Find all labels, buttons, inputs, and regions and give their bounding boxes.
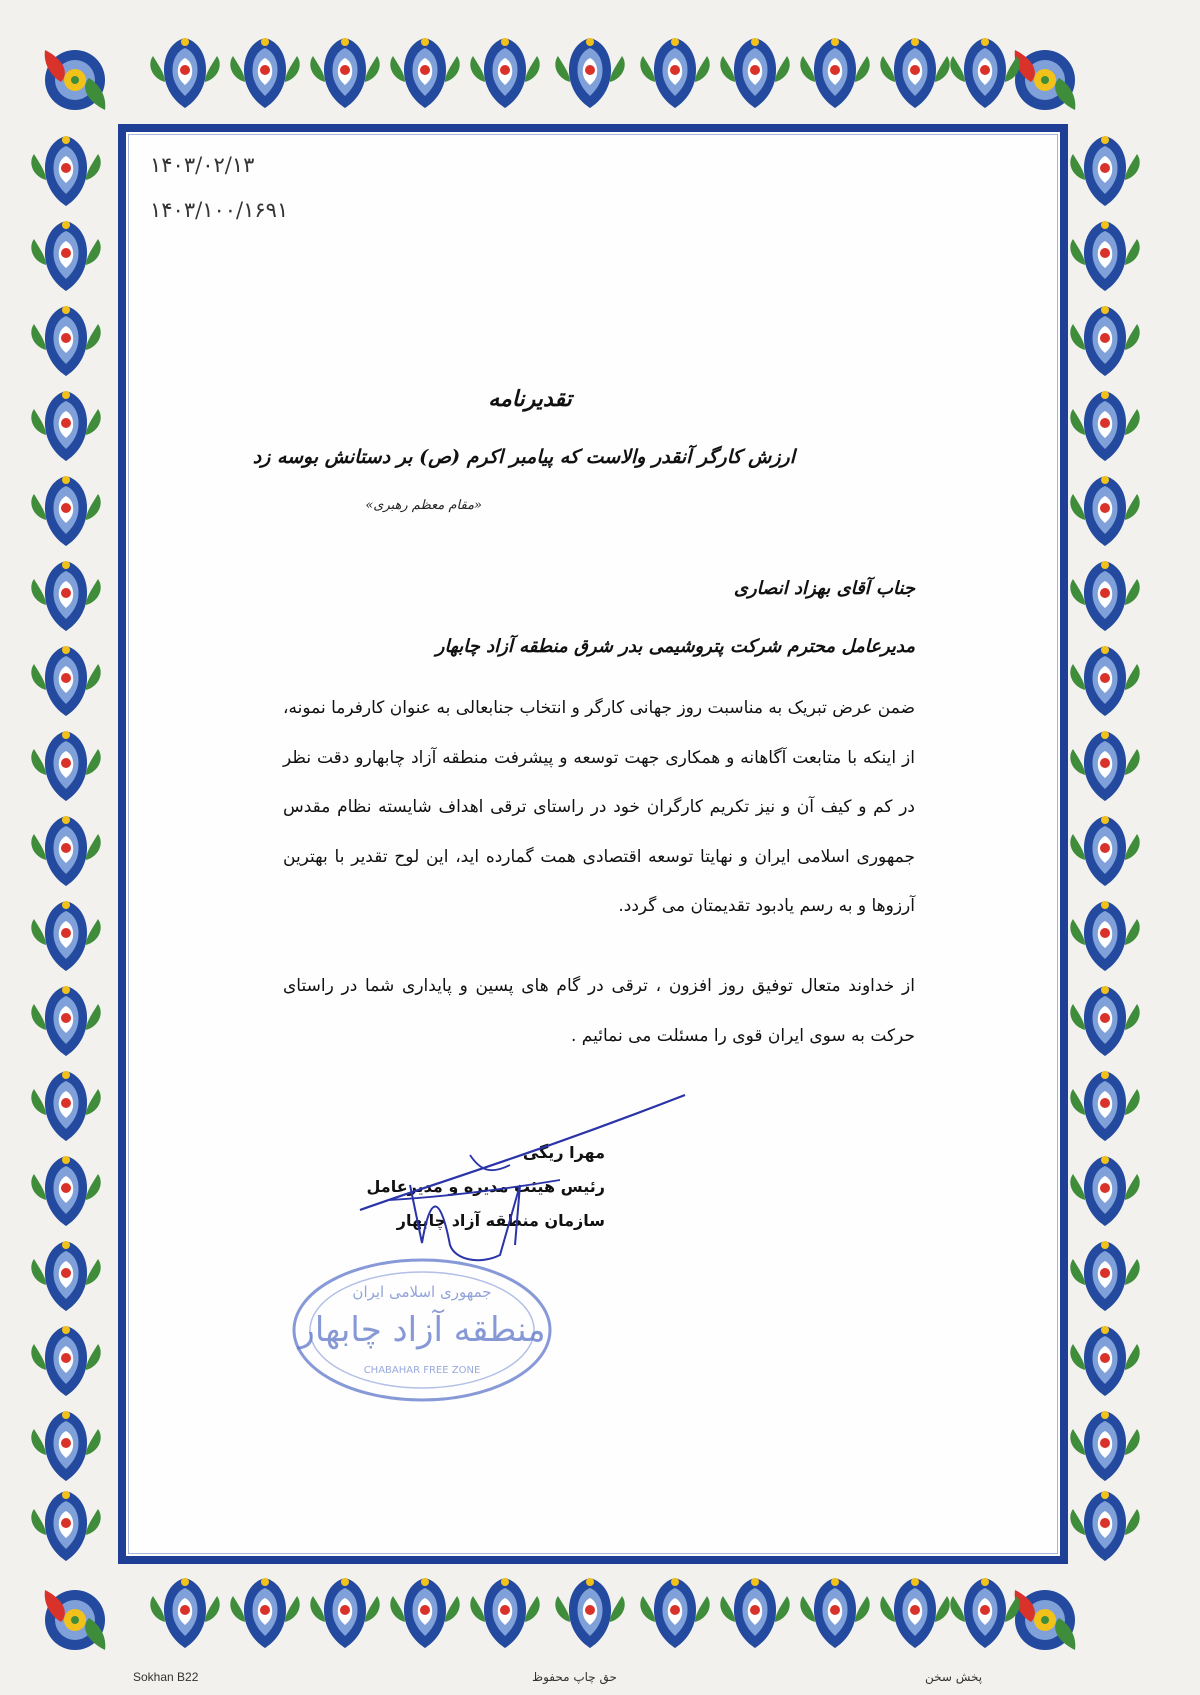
letter-body: ضمن عرض تبریک به مناسبت روز جهانی کارگر و انتخاب جنابعالی به عنوان کارفرما نمونه، از اینکه با متابعت آگاهانه و همکاری جهت توسعه و پیشرفت منطقه آزاد چابهارو دقت نظر در کم و کیف آن و نیز تکریم کارگران خود در راستای ترقی اهداف شایسته نظام مقدس جمهوری اسلامی ایران و نهایتا توسعه اقتصادی همت گمارده اید، این لوح تقدیر با بهترین آرزوها و به رسم یادبود تقدیمتان می گردد. [283, 698, 915, 916]
official-stamp [290, 1255, 555, 1405]
letter-number: ۱۴۰۳/۱۰۰/۱۶۹۱ [150, 198, 289, 222]
recipient-name: جناب آقای بهزاد انصاری [733, 578, 915, 599]
signer-name: مهرا ریگی [522, 1143, 605, 1162]
letter-closing: از خداوند متعال توفیق روز افزون ، ترقی در گام های پسین و پایداری شما در راستای حرکت به سوی ایران قوی را مسئلت می نمائیم . [283, 976, 915, 1046]
letter-title: تقدیرنامه [488, 386, 572, 412]
footer-distributor: پخش سخن [925, 1670, 983, 1684]
stamp-main-text: منطقه آزاد چابهار [298, 1310, 546, 1350]
stamp-latin-text: CHABAHAR FREE ZONE [363, 1365, 481, 1376]
stamp-top-text: جمهوری اسلامی ایران [352, 1283, 492, 1301]
signer-title: رئیس هیئت مدیره و مدیرعامل [366, 1177, 605, 1196]
footer-copyright: حق چاپ محفوظ [532, 1670, 617, 1684]
recipient-position: مدیرعامل محترم شرکت پتروشیمی بدر شرق منطقه آزاد چابهار [435, 636, 915, 657]
handwritten-signature [350, 1085, 690, 1275]
epigraph-quote: ارزش کارگر آنقدر والاست که پیامبر اکرم (ص) بر دستانش بوسه زد [252, 446, 795, 468]
letter-date: ۱۴۰۳/۰۲/۱۳ [150, 153, 255, 177]
quote-attribution: «مقام معظم رهبری» [365, 498, 482, 513]
signer-organization: سازمان منطقه آزاد چابهار [396, 1211, 605, 1230]
footer-printer-code: Sokhan B22 [133, 1670, 199, 1684]
